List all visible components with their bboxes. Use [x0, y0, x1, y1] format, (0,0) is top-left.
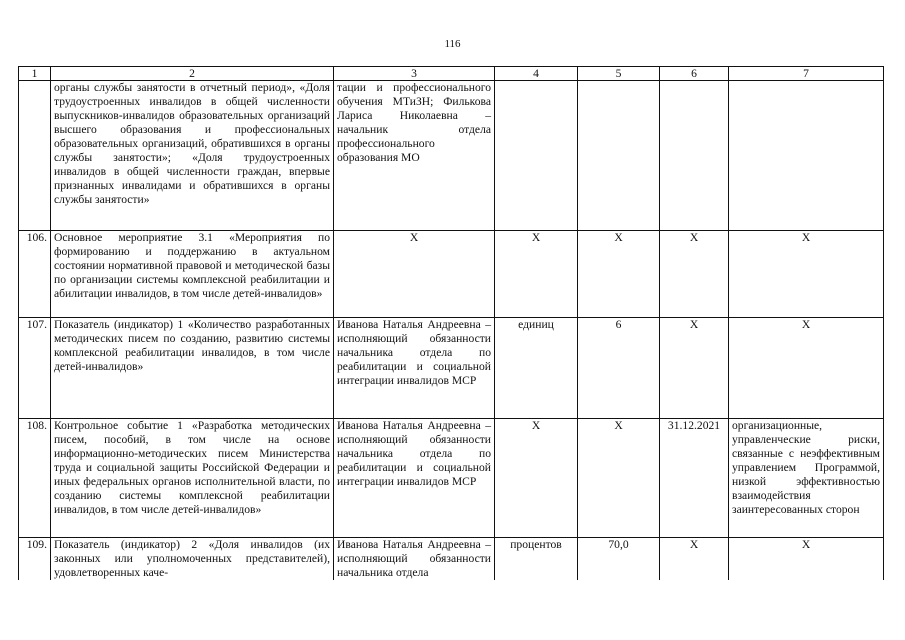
- header-cell: 6: [660, 67, 729, 81]
- row-unit: [495, 81, 578, 231]
- row-risks: Х: [729, 538, 884, 581]
- table-row: [19, 81, 884, 231]
- row-description: органы службы занятости в отчетный период», «Доля трудоустроенных инвалидов в общей численности выпускников-инвалидов образовательных организаций высшего образования и профессиональных образовательных организаций, обратившихся в органы службы занятости»; «Доля трудоустроенных инвалидов в общей численности граждан, впервые признанных инвалидами и обратившихся в органы службы занятости»: [51, 81, 334, 231]
- header-cell: 7: [729, 67, 884, 81]
- table-row: [19, 419, 884, 538]
- header-cell: 5: [578, 67, 660, 81]
- row-value: Х: [578, 231, 660, 318]
- header-cell: 1: [19, 67, 51, 81]
- row-date: 31.12.2021: [660, 419, 729, 538]
- row-unit: процентов: [495, 538, 578, 581]
- table-row: [19, 231, 884, 318]
- row-responsible: Иванова Наталья Андреевна – исполняющий обязанности начальника отдела по реабилитации и социальной интеграции инвалидов МСР: [334, 419, 495, 538]
- page-number: 116: [444, 38, 461, 50]
- row-description: Контрольное событие 1 «Разработка методических писем, пособий, в том числе на основе информационно-методических писем Министерства труда и социальной защиты Российской Федерации и иных федеральных органов исполнительной власти, по созданию системы комплексной реабилитации инвалидов, в том числе детей-инвалидов»: [51, 419, 334, 538]
- row-date: Х: [660, 538, 729, 581]
- table-row: [19, 538, 884, 581]
- row-risks: организационные, управленческие риски, связанные с неэффективным управлением Программой, низкой эффективностью взаимодействия заинтересованных сторон: [729, 419, 884, 538]
- header-cell: 3: [334, 67, 495, 81]
- row-value: [578, 81, 660, 231]
- row-unit: Х: [495, 419, 578, 538]
- row-risks: Х: [729, 318, 884, 419]
- row-risks: Х: [729, 231, 884, 318]
- row-responsible: Иванова Наталья Андреевна – исполняющий обязанности начальника отдела по реабилитации и социальной интеграции инвалидов МСР: [334, 318, 495, 419]
- row-date: [660, 81, 729, 231]
- row-number: 107.: [19, 318, 51, 419]
- row-responsible: Иванова Наталья Андреевна – исполняющий обязанности начальника отдела: [334, 538, 495, 581]
- table-row: [19, 318, 884, 419]
- row-number: [19, 81, 51, 231]
- row-value: 6: [578, 318, 660, 419]
- indicators-table: [18, 66, 884, 580]
- header-row: [19, 67, 884, 81]
- row-value: Х: [578, 419, 660, 538]
- row-number: 108.: [19, 419, 51, 538]
- row-value: 70,0: [578, 538, 660, 581]
- header-cell: 2: [51, 67, 334, 81]
- row-description: Показатель (индикатор) 1 «Количество разработанных методических писем по созданию, развитию системы комплексной реабилитации инвалидов, в том числе детей-инвалидов»: [51, 318, 334, 419]
- row-date: Х: [660, 318, 729, 419]
- row-description: Основное мероприятие 3.1 «Мероприятия по формированию и поддержанию в актуальном состоянии нормативной правовой и методической базы по организации системы комплексной реабилитации и абилитации инвалидов, в том числе детей-инвалидов»: [51, 231, 334, 318]
- row-responsible: Х: [334, 231, 495, 318]
- row-responsible: тации и профессионального обучения МТиЗН; Филькова Лариса Николаевна – начальник отдела профессионального образования МО: [334, 81, 495, 231]
- row-number: 106.: [19, 231, 51, 318]
- row-unit: Х: [495, 231, 578, 318]
- row-risks: [729, 81, 884, 231]
- header-cell: 4: [495, 67, 578, 81]
- row-date: Х: [660, 231, 729, 318]
- row-description: Показатель (индикатор) 2 «Доля инвалидов (их законных или уполномоченных представителей), удовлетворенных каче-: [51, 538, 334, 581]
- table-clip: [18, 66, 884, 580]
- row-unit: единиц: [495, 318, 578, 419]
- row-number: 109.: [19, 538, 51, 581]
